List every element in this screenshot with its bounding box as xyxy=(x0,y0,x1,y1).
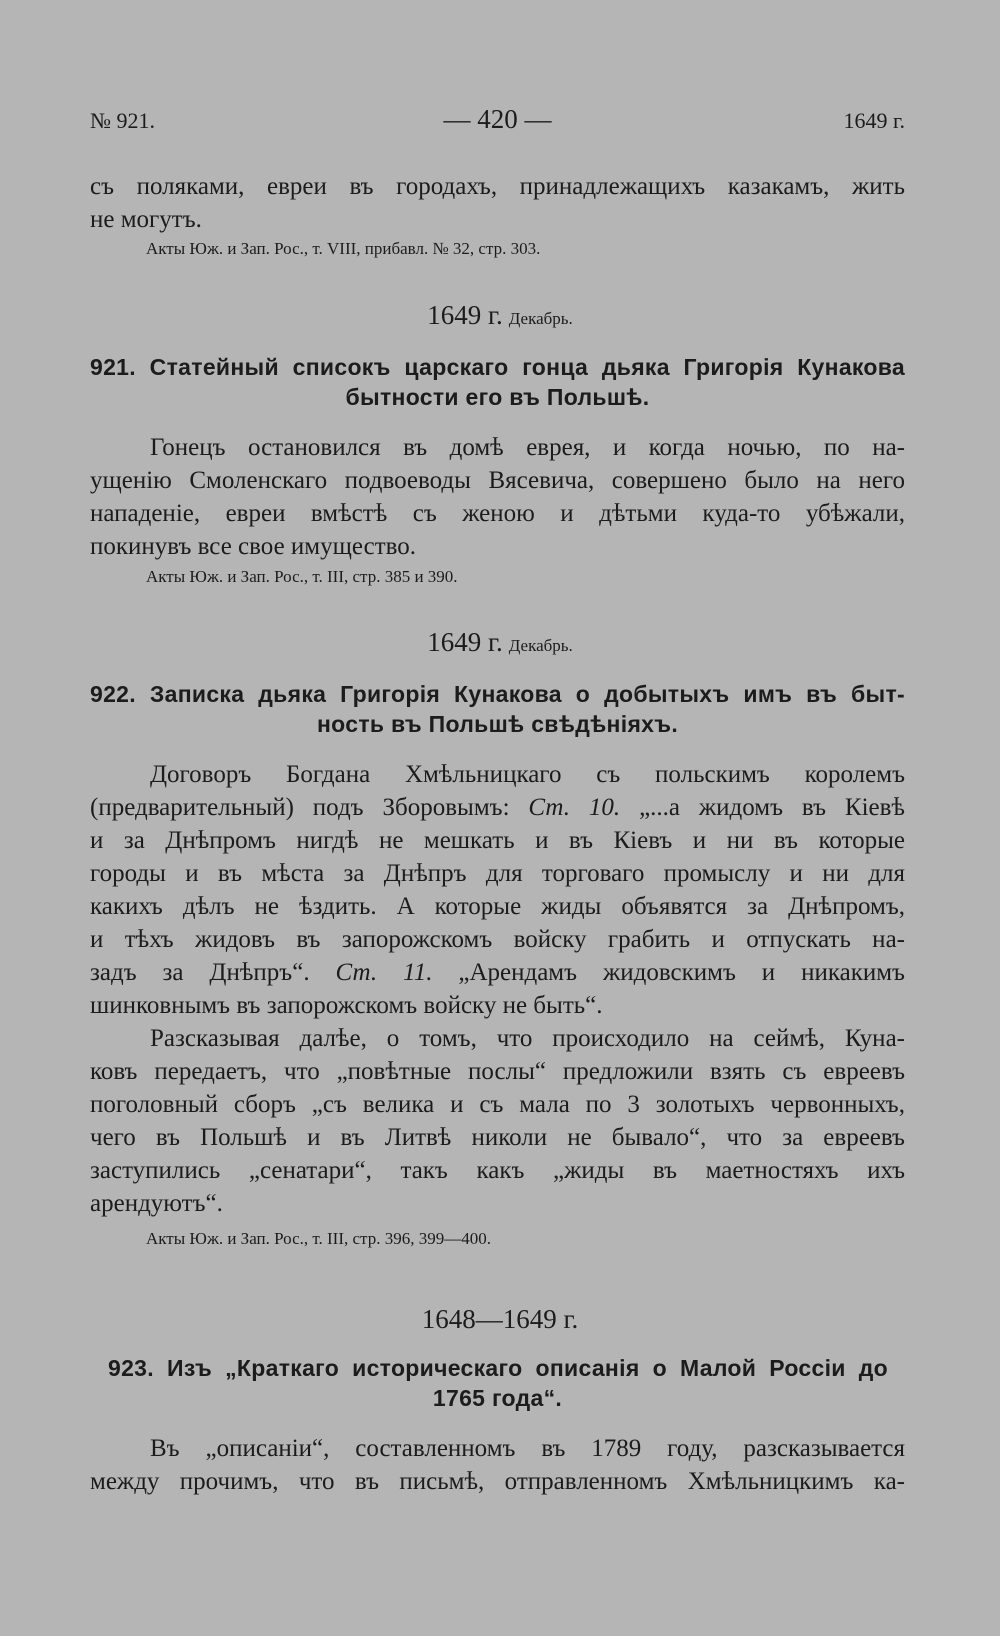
text-run: „Арендамъ жидовскимъ и никакимъ xyxy=(432,959,905,986)
text-run: (предварительный) подъ Зборовымъ: xyxy=(90,794,529,821)
paragraph-line: какихъ дѣлъ не ѣздить. А которые жиды объявятся за Днѣпромъ, xyxy=(90,893,905,920)
paragraph-line: Въ „описаніи“, составленномъ въ 1789 году, разсказывается xyxy=(150,1435,905,1462)
source-reference: Акты Юж. и Зап. Рос., т. III, стр. 385 и 390. xyxy=(146,567,458,586)
date-month: Декабрь. xyxy=(508,309,573,328)
entry-title-continued xyxy=(90,1383,905,1413)
article-ref: Ст. 11. xyxy=(335,959,433,986)
title-line: бытности его въ Польшѣ. xyxy=(345,384,650,410)
paragraph-line: арендуютъ“. xyxy=(90,1190,223,1217)
paragraph-line: между прочимъ, что въ письмѣ, отправленномъ Хмѣльницкимъ ка- xyxy=(90,1468,905,1495)
date-year: 1649 г. xyxy=(427,627,503,657)
entry-title xyxy=(90,679,905,709)
paragraph-line: Договоръ Богдана Хмѣльницкаго съ польскимъ королемъ xyxy=(150,761,905,788)
date-month: Декабрь. xyxy=(508,636,573,655)
paragraph-line xyxy=(90,956,905,989)
paragraph-line: поголовный сборъ „съ велика и съ мала по 3 золотыхъ червонныхъ, xyxy=(90,1091,905,1118)
entry-date xyxy=(0,1302,1000,1336)
paragraph-line: шинковнымъ въ запорожскомъ войску не быть“. xyxy=(90,992,603,1019)
entry-date xyxy=(0,625,1000,663)
continuation-line: съ поляками, евреи въ городахъ, принадлежащихъ казакамъ, жить xyxy=(90,173,905,200)
paragraph-line: Гонецъ остановился въ домѣ еврея, и когда ночью, по на- xyxy=(150,434,905,461)
paragraph-line: и тѣхъ жидовъ въ запорожскомъ войску грабить и отпускать на- xyxy=(90,926,905,953)
paragraph-line xyxy=(90,791,905,824)
running-head xyxy=(90,104,905,142)
header-year: 1649 г. xyxy=(843,108,905,133)
paragraph-line: чего въ Польшѣ и въ Литвѣ николи не бывало“, что за евреевъ xyxy=(90,1124,905,1151)
title-line: 923. Изъ „Краткаго историческаго описанія о Малой Россіи до xyxy=(108,1355,888,1381)
paragraph-line: ущенію Смоленскаго подвоеводы Вясевича, совершено было на него xyxy=(90,467,905,494)
paragraph-line: заступились „сенатари“, такъ какъ „жиды въ маетностяхъ ихъ xyxy=(90,1157,905,1184)
entry-date xyxy=(0,298,1000,336)
paragraph-line: и за Днѣпромъ нигдѣ не мешкать и въ Кіевъ и ни въ которые xyxy=(90,827,905,854)
paragraph-line: ковъ передаетъ, что „повѣтные послы“ предложили взять съ евреевъ xyxy=(90,1058,905,1085)
source-reference: Акты Юж. и Зап. Рос., т. III, стр. 396, 399—400. xyxy=(146,1229,491,1248)
paragraph-line: нападеніе, евреи вмѣстѣ съ женою и дѣтьми куда-то убѣжали, xyxy=(90,500,905,527)
entry-title-continued xyxy=(90,382,905,412)
source-reference: Акты Юж. и Зап. Рос., т. VIII, прибавл. № 32, стр. 303. xyxy=(146,239,541,258)
entry-title-continued xyxy=(90,709,905,739)
article-ref: Ст. 10. xyxy=(528,794,621,821)
paragraph-line: городы и въ мѣста за Днѣпръ для торговаго промыслу и ни для xyxy=(90,860,905,887)
date-year: 1649 г. xyxy=(427,300,503,330)
title-line: 922. Записка дьяка Григорія Кунакова о добытыхъ имъ въ быт- xyxy=(90,681,905,707)
text-run: задъ за Днѣпръ“. xyxy=(90,959,336,986)
entry-title xyxy=(90,352,905,382)
text-run: „...а жидомъ въ Кіевѣ xyxy=(620,794,906,821)
title-line: 1765 года“. xyxy=(432,1385,563,1411)
page-number: — 420 — xyxy=(443,104,552,134)
paragraph-line: Разсказывая далѣе, о томъ, что происходило на сеймѣ, Куна- xyxy=(150,1025,905,1052)
continuation-line: не могутъ. xyxy=(90,206,202,233)
entry-title xyxy=(108,1353,888,1383)
title-line: ность въ Польшѣ свѣдѣніяхъ. xyxy=(316,711,679,737)
title-line: 921. Статейный списокъ царскаго гонца дьяка Григорія Кунакова xyxy=(90,354,905,380)
doc-number: № 921. xyxy=(90,108,155,133)
date-year: 1648—1649 г. xyxy=(421,1304,579,1334)
paragraph-line: покинувъ все свое имущество. xyxy=(90,533,417,560)
